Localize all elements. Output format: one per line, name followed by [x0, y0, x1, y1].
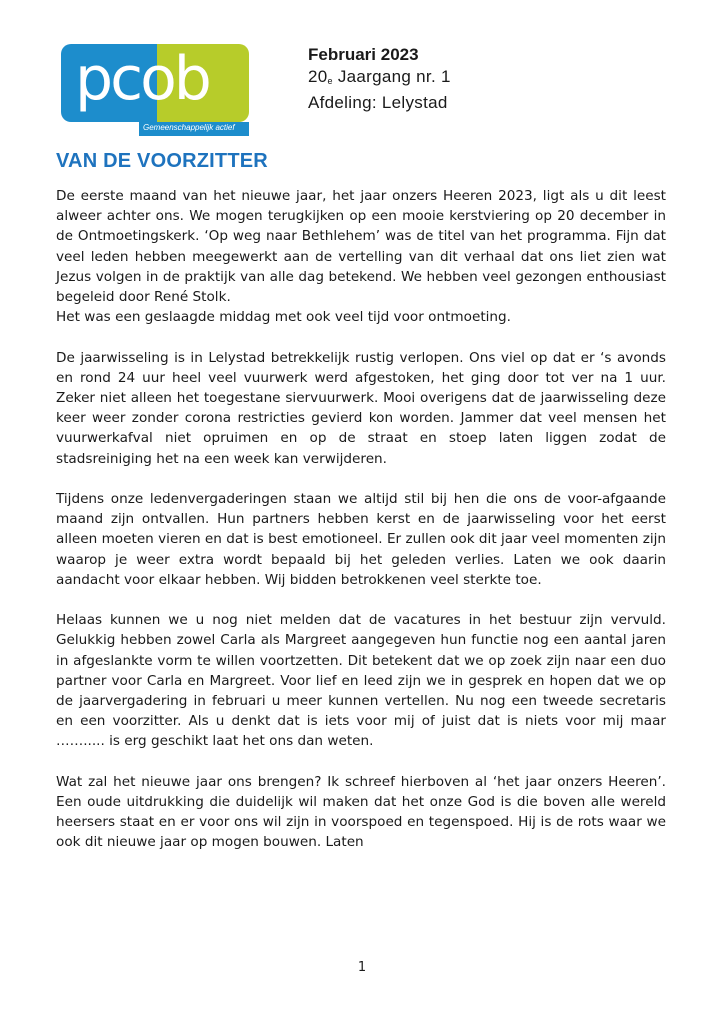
department-line: Afdeling: Lelystad — [308, 93, 448, 112]
paragraph-3: De jaarwisseling is in Lelystad betrekkelijk rustig verlopen. Ons viel op dat er ‘s avonds en rond 24 uur heel veel vuurwerk werd afgestoken, het ging door tot ver na 1 uur. Zeker niet alleen het toegestane siervuurwerk. Mooi overigens dat de jaarwisseling deze keer weer zonder corona restricties gevierd kon worden. Jammer dat veel mensen het vuurwerkafval niet opruimen en op de straat en stoep laten liggen zodat de stadsreiniging het na een week kan verwijderen. — [56, 349, 666, 467]
newsletter-header — [308, 44, 451, 114]
issue-date: Februari 2023 — [308, 45, 419, 64]
logo-tagline: Gemeenschappelijk actief — [143, 123, 235, 132]
edition-line — [308, 66, 451, 92]
pcob-logo — [61, 44, 249, 136]
paragraph-4: Tijdens onze ledenvergaderingen staan we altijd stil bij hen die ons de voor-afgaande maand zijn ontvallen. Hun partners hebben kerst en de jaarwisseling voor het eerst alleen moeten vieren en dat is best emotioneel. Er zullen ook dit jaar veel momenten zijn waarop je weer extra wordt bepaald bij het geleden verlies. Laten we ook daarin aandacht voor elkaar hebben. Wij bidden betrokkenen veel sterkte toe. — [56, 491, 666, 588]
edition-suffix: e — [327, 76, 333, 86]
paragraph-1: De eerste maand van het nieuwe jaar, het jaar onzers Heeren 2023, ligt als u dit leest alweer achter ons. We mogen terugkijken op een mooie kerstviering op 20 december in de Ontmoetingskerk. ‘Op weg naar Bethlehem’ was de titel van het programma. Fijn dat veel leden hebben meegewerkt aan de vertelling van dit verhaal dat ons liet zien wat Jezus volgen in de praktijk van alle dag betekend. We hebben veel gezongen enthousiast begeleid door René Stolk. — [56, 188, 666, 306]
paragraph-5: Helaas kunnen we u nog niet melden dat de vacatures in het bestuur zijn vervuld. Gelukkig hebben zowel Carla als Margreet aangegeven hun functie nog een aantal jaren in afgeslankte vorm te willen voortzetten. Dit betekent dat we op zoek zijn naar een duo partner voor Carla en Margreet. Voor lief en leed zijn we in gesprek en hopen dat we op de jaarvergadering in februari u meer kunnen vertellen. Nu nog een tweede secretaris en een voorzitter. Als u denkt dat is iets voor mij of juist dat is niets voor mij maar ……..... is erg geschikt laat het ons dan weten. — [56, 612, 666, 750]
edition-number: 20 — [308, 67, 328, 86]
paragraph-6: Wat zal het nieuwe jaar ons brengen? Ik schreef hierboven al ‘het jaar onzers Heeren’. Een oude uitdrukking die duidelijk wil maken dat het onze God is die boven alle wereld heersers staat en er voor ons wil zijn in voorspoed en tegenspoed. Hij is de rots waar we ook dit nieuwe jaar op mogen bouwen. Laten — [56, 773, 666, 851]
logo-wordmark: pcob — [75, 44, 209, 114]
edition-text: Jaargang nr. 1 — [332, 67, 451, 86]
article-body — [56, 186, 666, 853]
article-title: VAN DE VOORZITTER — [56, 150, 268, 172]
page-number: 1 — [357, 960, 367, 975]
paragraph-2: Het was een geslaagde middag met ook veel tijd voor ontmoeting. — [56, 309, 511, 326]
